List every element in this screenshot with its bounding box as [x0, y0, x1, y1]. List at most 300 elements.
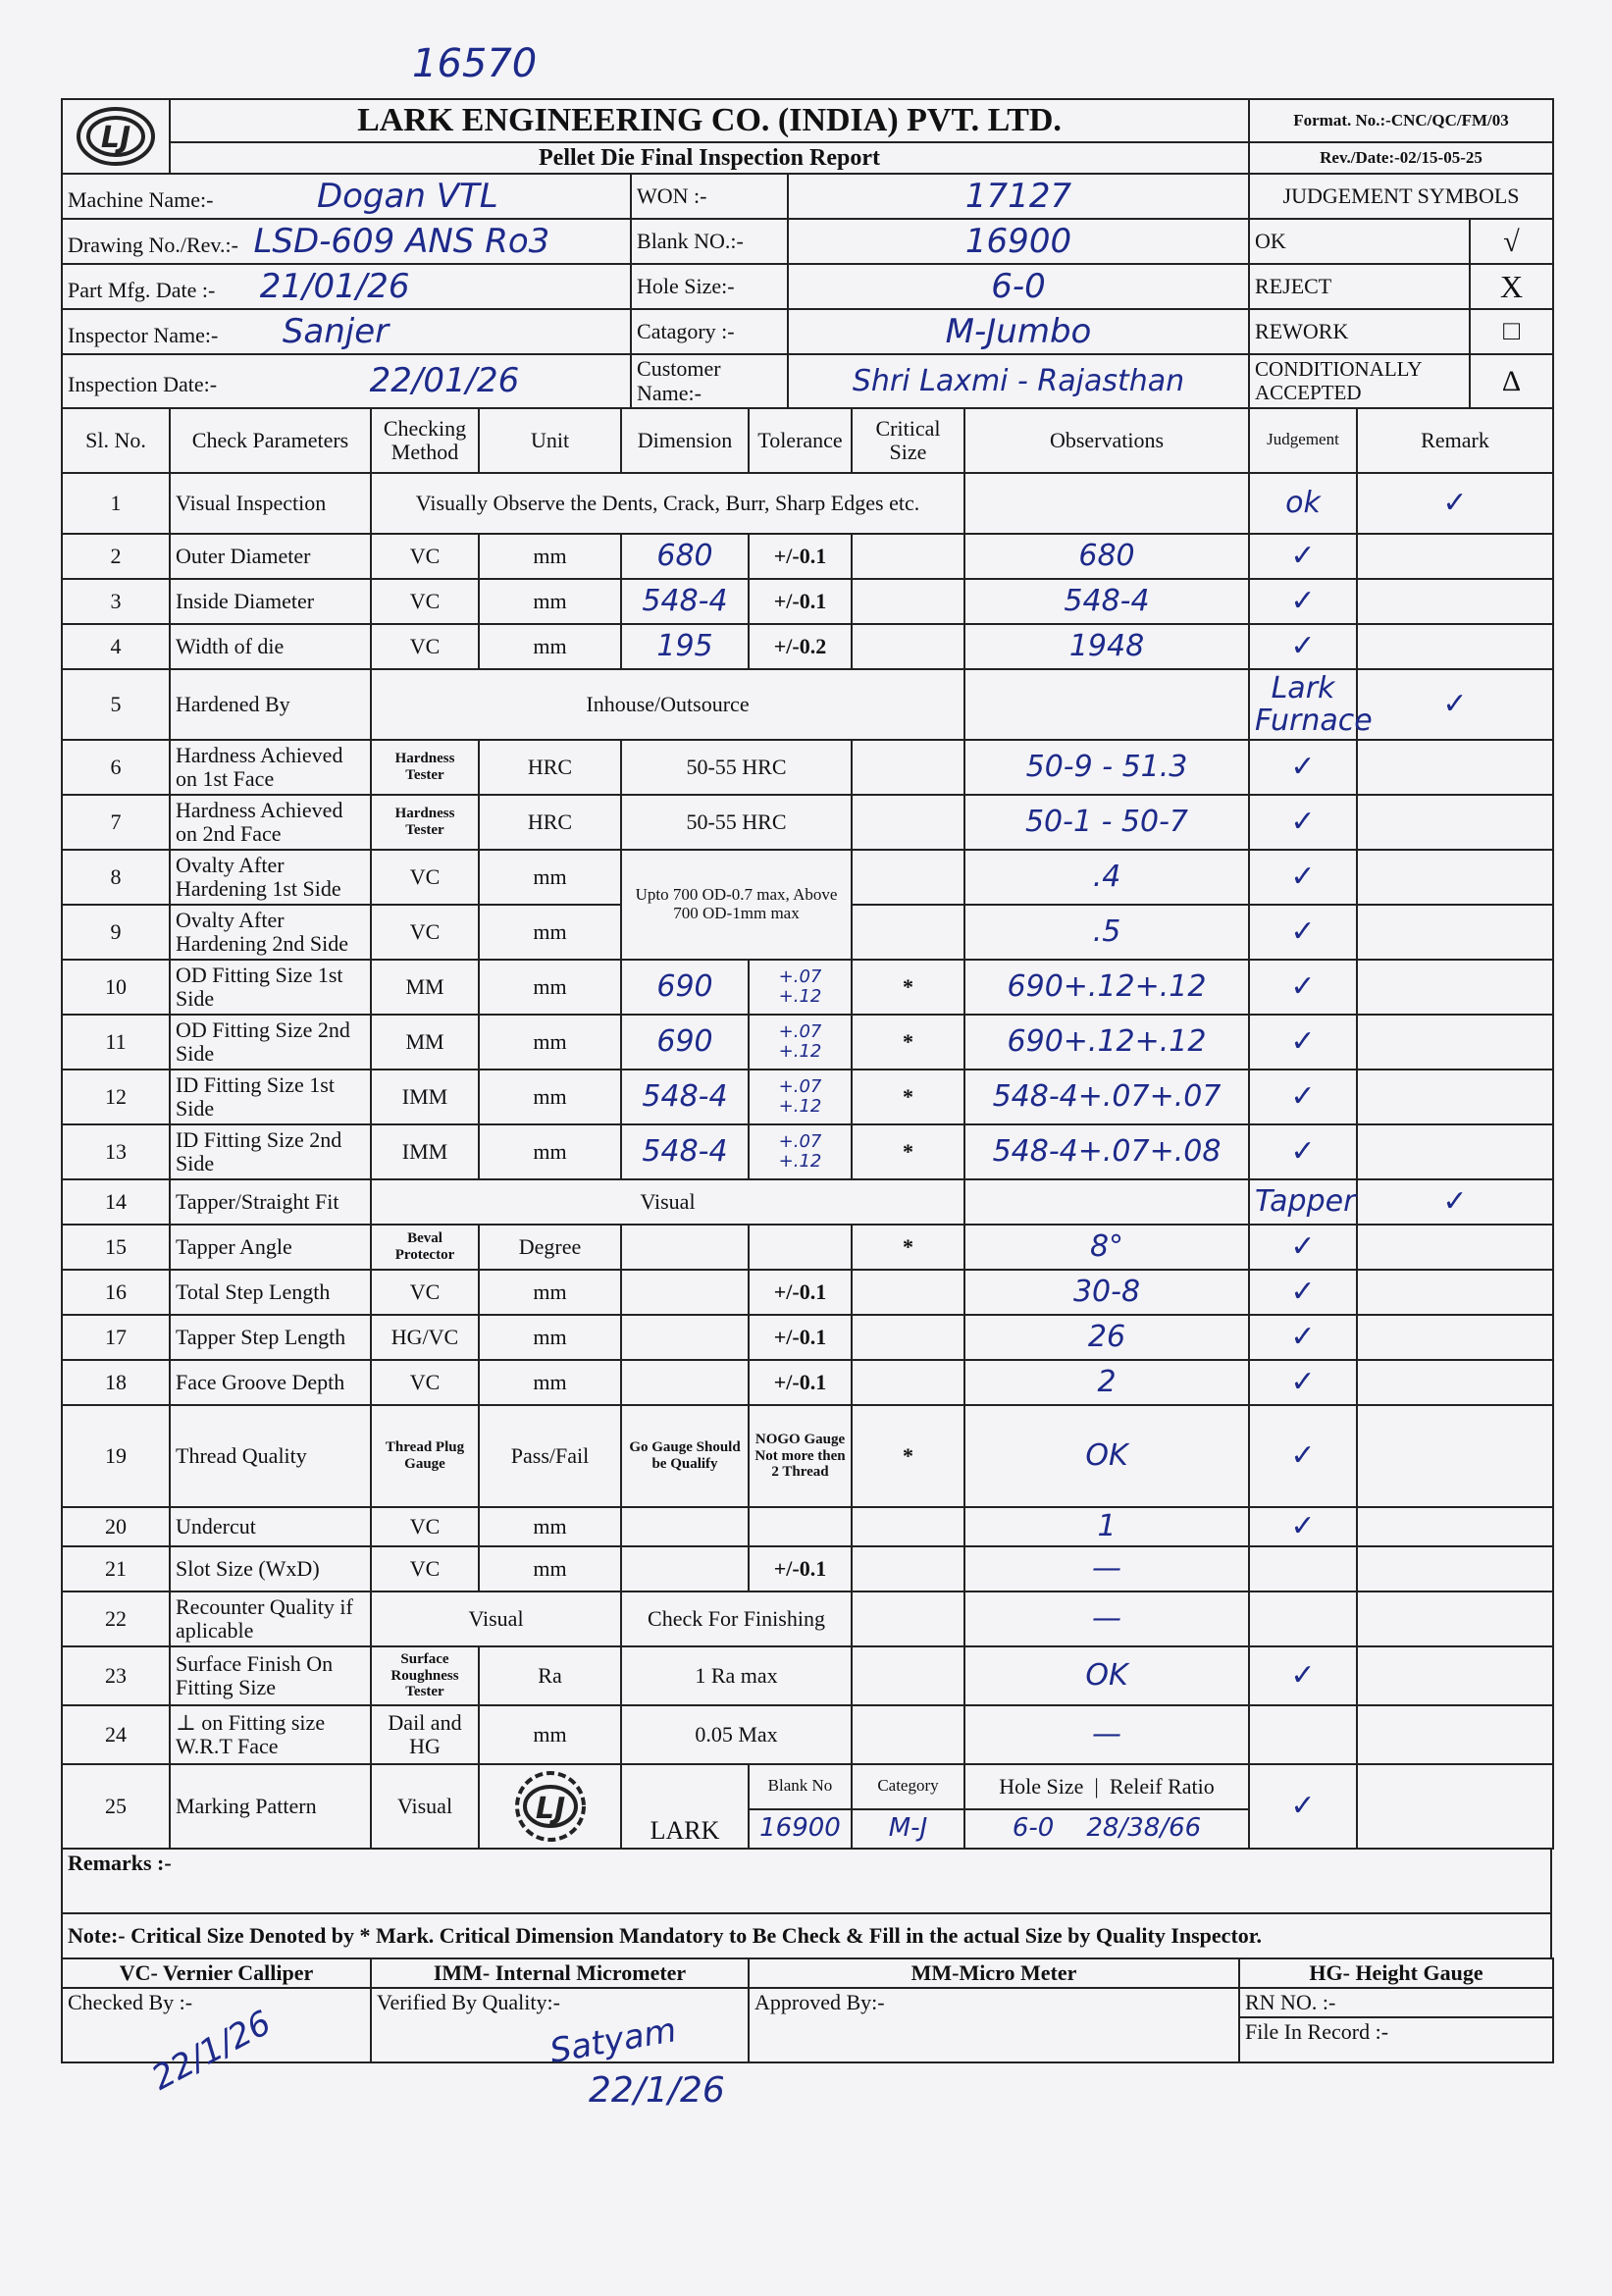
- row-check-parameter: ⊥ on Fitting size W.R.T Face: [170, 1705, 371, 1764]
- marking-logo: [479, 1764, 621, 1849]
- critical-size-note: Note:- Critical Size Denoted by * Mark. Critical Dimension Mandatory to Be Check & Fill in the actual Size by Quality Inspector.: [62, 1913, 1551, 1958]
- row-sl-no: 14: [62, 1179, 170, 1225]
- row-judgement: ✓: [1249, 534, 1357, 579]
- row-unit: mm: [479, 960, 621, 1015]
- row-sl-no: 15: [62, 1225, 170, 1270]
- approved-by-field: Approved By:-: [749, 1988, 1239, 2062]
- category-value: M-Jumbo: [788, 309, 1249, 354]
- row-check-parameter: Hardness Achieved on 1st Face: [170, 740, 371, 795]
- row-unit: mm: [479, 579, 621, 624]
- row-remark: [1357, 1546, 1553, 1592]
- row-unit: HRC: [479, 740, 621, 795]
- checklist-rows: [62, 473, 1553, 1764]
- row-critical-size: *: [852, 1015, 964, 1070]
- row-remark: [1357, 1315, 1553, 1360]
- row-observation: —: [964, 1592, 1249, 1646]
- row-checking-method: VC: [371, 1270, 479, 1315]
- col-sl-no: Sl. No.: [62, 408, 170, 473]
- customer-value: Shri Laxmi - Rajasthan: [788, 354, 1249, 407]
- row-dimension: [621, 1315, 749, 1360]
- row-judgement: ✓: [1249, 1070, 1357, 1124]
- row-observation: 680: [964, 534, 1249, 579]
- verified-by-field: Verified By Quality:-: [371, 1988, 749, 2062]
- row-dimension: 690: [621, 960, 749, 1015]
- row-critical-size: [852, 795, 964, 850]
- row-dimension: [621, 1270, 749, 1315]
- ok-symbol: √: [1470, 219, 1553, 264]
- inspection-checklist: [61, 407, 1554, 1850]
- marking-lark: LARK: [621, 1764, 749, 1849]
- row-check-parameter: Ovalty After Hardening 1st Side: [170, 850, 371, 905]
- row-25-remark: [1357, 1764, 1553, 1849]
- footer-table: [61, 1957, 1554, 2063]
- col-observations: Observations: [964, 408, 1249, 473]
- inspection-date-field: Inspection Date:- 22/01/26: [62, 354, 631, 407]
- row-merged-spec: Visual: [371, 1179, 964, 1225]
- judgement-symbols-title: JUDGEMENT SYMBOLS: [1249, 174, 1553, 219]
- row-remark: [1357, 1405, 1553, 1507]
- row-judgement: ✓: [1249, 795, 1357, 850]
- row-sl-no: 8: [62, 850, 170, 905]
- row-check-parameter: Tapper Angle: [170, 1225, 371, 1270]
- row-checking-method: MM: [371, 1015, 479, 1070]
- top-handwritten-number: 16570: [412, 41, 538, 86]
- marking-blank-value: 16900: [749, 1809, 852, 1849]
- row-tolerance: +/-0.1: [749, 1546, 852, 1592]
- row-critical-size: [852, 1546, 964, 1592]
- row-judgement: ✓: [1249, 1507, 1357, 1546]
- row-judgement: ✓: [1249, 624, 1357, 669]
- row-observation: 1948: [964, 624, 1249, 669]
- category-label: Catagory :-: [631, 309, 788, 354]
- row-critical-size: [964, 1179, 1249, 1225]
- row-critical-size: [964, 473, 1249, 534]
- row-unit: Pass/Fail: [479, 1405, 621, 1507]
- row-check-parameter: Hardened By: [170, 669, 371, 740]
- row-sl-no: 9: [62, 905, 170, 960]
- row-remark: [1357, 795, 1553, 850]
- table-row: [62, 473, 1553, 534]
- row-observation: OK: [964, 1646, 1249, 1705]
- row-critical-size: [852, 905, 964, 960]
- row-sl-no: 6: [62, 740, 170, 795]
- record-info: [1239, 1988, 1553, 2062]
- row-check-parameter: Tapper Step Length: [170, 1315, 371, 1360]
- row-unit: mm: [479, 1015, 621, 1070]
- inspection-report: [61, 98, 1552, 2063]
- row-judgement: ✓: [1249, 1315, 1357, 1360]
- row-judgement: ✓: [1249, 960, 1357, 1015]
- row-critical-size: [852, 1270, 964, 1315]
- row-remark: [1357, 1705, 1553, 1764]
- row-checking-method: Hardness Tester: [371, 795, 479, 850]
- row-unit: mm: [479, 905, 621, 960]
- row-observation: —: [964, 1705, 1249, 1764]
- row-observation: 2: [964, 1360, 1249, 1405]
- row-sl-no: 10: [62, 960, 170, 1015]
- row-tolerance: +/-0.1: [749, 1360, 852, 1405]
- row-sl-no: 17: [62, 1315, 170, 1360]
- row-remark: [1357, 1270, 1553, 1315]
- row-check-parameter: Hardness Achieved on 2nd Face: [170, 795, 371, 850]
- legend-vc: VC- Vernier Calliper: [62, 1958, 371, 1988]
- row-judgement: ✓: [1357, 669, 1553, 740]
- row-check-parameter: Thread Quality: [170, 1405, 371, 1507]
- row-critical-size: [852, 1315, 964, 1360]
- row-judgement: ✓: [1249, 740, 1357, 795]
- marking-hole-releif-header: Hole Size | Releif Ratio: [964, 1764, 1249, 1809]
- row-unit: mm: [479, 1124, 621, 1179]
- row-unit: mm: [479, 850, 621, 905]
- row-sl-no: 21: [62, 1546, 170, 1592]
- row-sl-no: 7: [62, 795, 170, 850]
- row-judgement: ✓: [1249, 1124, 1357, 1179]
- row-check-parameter: Ovalty After Hardening 2nd Side: [170, 905, 371, 960]
- row-critical-size: [852, 534, 964, 579]
- row-observation: ok: [1249, 473, 1357, 534]
- col-checking-method: Checking Method: [371, 408, 479, 473]
- row-dim-tolerance: Upto 700 OD-0.7 max, Above 700 OD-1mm max: [621, 850, 852, 960]
- row-check-parameter: ID Fitting Size 2nd Side: [170, 1124, 371, 1179]
- row-remark: [1357, 850, 1553, 905]
- row-checking-method: VC: [371, 1546, 479, 1592]
- row-remark: [1357, 1225, 1553, 1270]
- row-judgement: ✓: [1249, 1405, 1357, 1507]
- row-observation: 1: [964, 1507, 1249, 1546]
- row-judgement: ✓: [1249, 850, 1357, 905]
- row-observation: 8°: [964, 1225, 1249, 1270]
- svg-text:LJ: LJ: [100, 121, 131, 156]
- row-critical-size: [852, 1360, 964, 1405]
- rn-no-label: RN NO. :-: [1240, 1989, 1552, 2018]
- row-judgement: ✓: [1249, 579, 1357, 624]
- row-judgement: ✓: [1357, 1179, 1553, 1225]
- col-dimension: Dimension: [621, 408, 749, 473]
- row-remark: [1357, 1507, 1553, 1546]
- svg-text:LJ: LJ: [535, 1791, 565, 1826]
- marking-blank-header: Blank No: [749, 1764, 852, 1809]
- row-checking-method: Thread Plug Gauge: [371, 1405, 479, 1507]
- legend-imm: IMM- Internal Micrometer: [371, 1958, 749, 1988]
- row-unit: mm: [479, 1705, 621, 1764]
- row-critical-size: [852, 624, 964, 669]
- drawing-no-field: Drawing No./Rev.:- LSD-609 ANS Ro3: [62, 219, 631, 264]
- row-tolerance: +/-0.1: [749, 1270, 852, 1315]
- row-observation: —: [964, 1546, 1249, 1592]
- row-judgement: ✓: [1357, 473, 1553, 534]
- row-judgement: ✓: [1249, 1225, 1357, 1270]
- row-checking-method: VC: [371, 905, 479, 960]
- row-unit: mm: [479, 1070, 621, 1124]
- company-name: LARK ENGINEERING CO. (INDIA) PVT. LTD.: [170, 99, 1249, 142]
- table-row: [62, 1507, 1553, 1546]
- blank-no-value: 16900: [788, 219, 1249, 264]
- col-remark: Remark: [1357, 408, 1553, 473]
- row-unit: Ra: [479, 1646, 621, 1705]
- blank-no-label: Blank NO.:-: [631, 219, 788, 264]
- row-sl-no: 20: [62, 1507, 170, 1546]
- row-dimension: 548-4: [621, 1124, 749, 1179]
- row-critical-size: [852, 1705, 964, 1764]
- row-sl-no: 16: [62, 1270, 170, 1315]
- col-unit: Unit: [479, 408, 621, 473]
- row-critical-size: *: [852, 1225, 964, 1270]
- ok-label: OK: [1249, 219, 1470, 264]
- row-tolerance: +.07 +.12: [749, 960, 852, 1015]
- row-critical-size: [852, 1507, 964, 1546]
- row-sl-no: 12: [62, 1070, 170, 1124]
- row-observation: 50-9 - 51.3: [964, 740, 1249, 795]
- remarks-label: Remarks :-: [62, 1849, 1551, 1913]
- row-checking-method: IMM: [371, 1070, 479, 1124]
- col-tolerance: Tolerance: [749, 408, 852, 473]
- row-critical-size: *: [852, 1405, 964, 1507]
- row-judgement: ✓: [1249, 1360, 1357, 1405]
- row-observation: OK: [964, 1405, 1249, 1507]
- won-label: WON :-: [631, 174, 788, 219]
- format-no: Format. No.:-CNC/QC/FM/03: [1249, 99, 1553, 142]
- marking-category-value: M-J: [852, 1809, 964, 1849]
- row-25-sl: 25: [62, 1764, 170, 1849]
- row-judgement: ✓: [1249, 1646, 1357, 1705]
- row-checking-method: HG/VC: [371, 1315, 479, 1360]
- row-tolerance: +/-0.1: [749, 1315, 852, 1360]
- row-tolerance: [749, 1507, 852, 1546]
- table-row: [62, 740, 1553, 795]
- row-merged-spec: Inhouse/Outsource: [371, 669, 964, 740]
- checked-by-signature: 22/1/26: [145, 2003, 278, 2099]
- row-critical-size: [852, 579, 964, 624]
- row-25-method: Visual: [371, 1764, 479, 1849]
- col-check-parameters: Check Parameters: [170, 408, 371, 473]
- row-dimension: [621, 1360, 749, 1405]
- row-25-judgement: ✓: [1249, 1764, 1357, 1849]
- row-dimension: 195: [621, 624, 749, 669]
- row-dim-tolerance: 1 Ra max: [621, 1646, 852, 1705]
- col-judgement: Judgement: [1249, 408, 1357, 473]
- table-row: [62, 669, 1553, 740]
- row-check-parameter: Inside Diameter: [170, 579, 371, 624]
- row-check-parameter: OD Fitting Size 2nd Side: [170, 1015, 371, 1070]
- row-critical-size: [852, 1592, 964, 1646]
- row-remark: [1357, 1124, 1553, 1179]
- table-row: [62, 850, 1553, 905]
- row-check-parameter: Outer Diameter: [170, 534, 371, 579]
- table-row: [62, 1592, 1553, 1646]
- header-table: [61, 98, 1554, 175]
- verified-by-date: 22/1/26: [589, 2070, 725, 2111]
- reject-label: REJECT: [1249, 264, 1470, 309]
- row-tolerance: +.07 +.12: [749, 1070, 852, 1124]
- table-row: [62, 1070, 1553, 1124]
- row-judgement: ✓: [1249, 1015, 1357, 1070]
- row-tolerance: +/-0.1: [749, 579, 852, 624]
- row-check-parameter: Recounter Quality if aplicable: [170, 1592, 371, 1646]
- rework-symbol: □: [1470, 309, 1553, 354]
- row-judgement: [1249, 1705, 1357, 1764]
- row-observation: .5: [964, 905, 1249, 960]
- row-check-parameter: Surface Finish On Fitting Size: [170, 1646, 371, 1705]
- table-row: [62, 1124, 1553, 1179]
- report-title: Pellet Die Final Inspection Report: [170, 142, 1249, 174]
- table-row: [62, 795, 1553, 850]
- row-remark: [1357, 960, 1553, 1015]
- row-sl-no: 19: [62, 1405, 170, 1507]
- row-25-param: Marking Pattern: [170, 1764, 371, 1849]
- row-tolerance: +/-0.1: [749, 534, 852, 579]
- table-row: [62, 1705, 1553, 1764]
- table-row: [62, 1225, 1553, 1270]
- row-unit: mm: [479, 534, 621, 579]
- row-dim-tolerance: 50-55 HRC: [621, 740, 852, 795]
- table-row: [62, 1270, 1553, 1315]
- info-table: [61, 173, 1554, 408]
- row-check-parameter: ID Fitting Size 1st Side: [170, 1070, 371, 1124]
- marking-hole-releif-value: 6-0 28/38/66: [964, 1809, 1249, 1849]
- table-row: [62, 1646, 1553, 1705]
- row-tolerance: +/-0.2: [749, 624, 852, 669]
- row-checking-method: VC: [371, 1507, 479, 1546]
- row-remark: [1357, 534, 1553, 579]
- row-observation: Tapper: [1249, 1179, 1357, 1225]
- row-method-unit: Visual: [371, 1592, 621, 1646]
- row-merged-spec: Visually Observe the Dents, Crack, Burr, Sharp Edges etc.: [371, 473, 964, 534]
- row-observation: 548-4: [964, 579, 1249, 624]
- row-unit: mm: [479, 1270, 621, 1315]
- row-checking-method: IMM: [371, 1124, 479, 1179]
- table-row: [62, 1546, 1553, 1592]
- row-dim-tolerance: 0.05 Max: [621, 1705, 852, 1764]
- row-dim-tolerance: Check For Finishing: [621, 1592, 852, 1646]
- won-value: 17127: [788, 174, 1249, 219]
- remarks-table: [61, 1848, 1552, 1959]
- inspector-name-field: Inspector Name:- Sanjer: [62, 309, 631, 354]
- customer-label: Customer Name:-: [631, 354, 788, 407]
- checked-by-field: Checked By :-: [62, 1988, 371, 2062]
- row-dimension: [621, 1546, 749, 1592]
- row-check-parameter: Visual Inspection: [170, 473, 371, 534]
- row-dimension: [621, 1507, 749, 1546]
- row-remark: [1357, 1360, 1553, 1405]
- row-checking-method: Beval Protector: [371, 1225, 479, 1270]
- row-observation: .4: [964, 850, 1249, 905]
- row-check-parameter: Slot Size (WxD): [170, 1546, 371, 1592]
- cond-accepted-symbol: Δ: [1470, 354, 1553, 407]
- table-row: [62, 579, 1553, 624]
- row-checking-method: Surface Roughness Tester: [371, 1646, 479, 1705]
- row-observation: 548-4+.07+.08: [964, 1124, 1249, 1179]
- company-logo: [62, 99, 170, 174]
- row-checking-method: VC: [371, 624, 479, 669]
- row-sl-no: 24: [62, 1705, 170, 1764]
- row-dimension: 548-4: [621, 579, 749, 624]
- row-observation: 690+.12+.12: [964, 1015, 1249, 1070]
- row-dimension: 690: [621, 1015, 749, 1070]
- file-in-record-label: File In Record :-: [1245, 2019, 1389, 2045]
- legend-mm: MM-Micro Meter: [749, 1958, 1239, 1988]
- row-dimension: 680: [621, 534, 749, 579]
- row-check-parameter: Face Groove Depth: [170, 1360, 371, 1405]
- row-critical-size: *: [852, 1124, 964, 1179]
- row-unit: mm: [479, 624, 621, 669]
- row-check-parameter: Width of die: [170, 624, 371, 669]
- row-observation: 26: [964, 1315, 1249, 1360]
- table-row: [62, 1015, 1553, 1070]
- row-remark: [1357, 624, 1553, 669]
- row-check-parameter: OD Fitting Size 1st Side: [170, 960, 371, 1015]
- row-checking-method: Dail and HG: [371, 1705, 479, 1764]
- row-observation: 690+.12+.12: [964, 960, 1249, 1015]
- row-remark: [1357, 579, 1553, 624]
- row-observation: 548-4+.07+.07: [964, 1070, 1249, 1124]
- row-sl-no: 4: [62, 624, 170, 669]
- row-unit: Degree: [479, 1225, 621, 1270]
- row-unit: HRC: [479, 795, 621, 850]
- table-row: [62, 624, 1553, 669]
- row-tolerance: NOGO Gauge Not more then 2 Thread: [749, 1405, 852, 1507]
- row-remark: [1357, 1070, 1553, 1124]
- row-judgement: ✓: [1249, 905, 1357, 960]
- row-checking-method: MM: [371, 960, 479, 1015]
- rev-date: Rev./Date:-02/15-05-25: [1249, 142, 1553, 174]
- row-judgement: [1249, 1592, 1357, 1646]
- col-critical-size: Critical Size: [852, 408, 964, 473]
- row-remark: [1357, 1015, 1553, 1070]
- row-tolerance: +.07 +.12: [749, 1015, 852, 1070]
- machine-name-field: Machine Name:- Dogan VTL: [62, 174, 631, 219]
- row-checking-method: VC: [371, 534, 479, 579]
- row-checking-method: VC: [371, 579, 479, 624]
- row-dim-tolerance: 50-55 HRC: [621, 795, 852, 850]
- table-row: [62, 1360, 1553, 1405]
- row-observation: Lark Furnace: [1249, 669, 1357, 740]
- row-dimension: Go Gauge Should be Qualify: [621, 1405, 749, 1507]
- marking-category-header: Category: [852, 1764, 964, 1809]
- row-remark: [1357, 1646, 1553, 1705]
- row-checking-method: VC: [371, 1360, 479, 1405]
- row-dimension: [621, 1225, 749, 1270]
- row-critical-size: [964, 669, 1249, 740]
- row-sl-no: 18: [62, 1360, 170, 1405]
- row-sl-no: 3: [62, 579, 170, 624]
- hole-size-label: Hole Size:-: [631, 264, 788, 309]
- row-check-parameter: Tapper/Straight Fit: [170, 1179, 371, 1225]
- row-observation: 30-8: [964, 1270, 1249, 1315]
- row-checking-method: Hardness Tester: [371, 740, 479, 795]
- row-remark: [1357, 1592, 1553, 1646]
- verified-by-signature: Satyam: [546, 2010, 680, 2071]
- table-row: [62, 1405, 1553, 1507]
- row-check-parameter: Total Step Length: [170, 1270, 371, 1315]
- row-unit: mm: [479, 1315, 621, 1360]
- row-observation: 50-1 - 50-7: [964, 795, 1249, 850]
- row-checking-method: VC: [371, 850, 479, 905]
- row-sl-no: 13: [62, 1124, 170, 1179]
- row-critical-size: [852, 850, 964, 905]
- row-unit: mm: [479, 1507, 621, 1546]
- mfg-date-field: Part Mfg. Date :- 21/01/26: [62, 264, 631, 309]
- row-sl-no: 11: [62, 1015, 170, 1070]
- row-sl-no: 1: [62, 473, 170, 534]
- row-unit: mm: [479, 1546, 621, 1592]
- row-remark: [1357, 740, 1553, 795]
- row-sl-no: 22: [62, 1592, 170, 1646]
- table-row: [62, 534, 1553, 579]
- row-sl-no: 23: [62, 1646, 170, 1705]
- row-tolerance: [749, 1225, 852, 1270]
- row-critical-size: *: [852, 960, 964, 1015]
- row-tolerance: +.07 +.12: [749, 1124, 852, 1179]
